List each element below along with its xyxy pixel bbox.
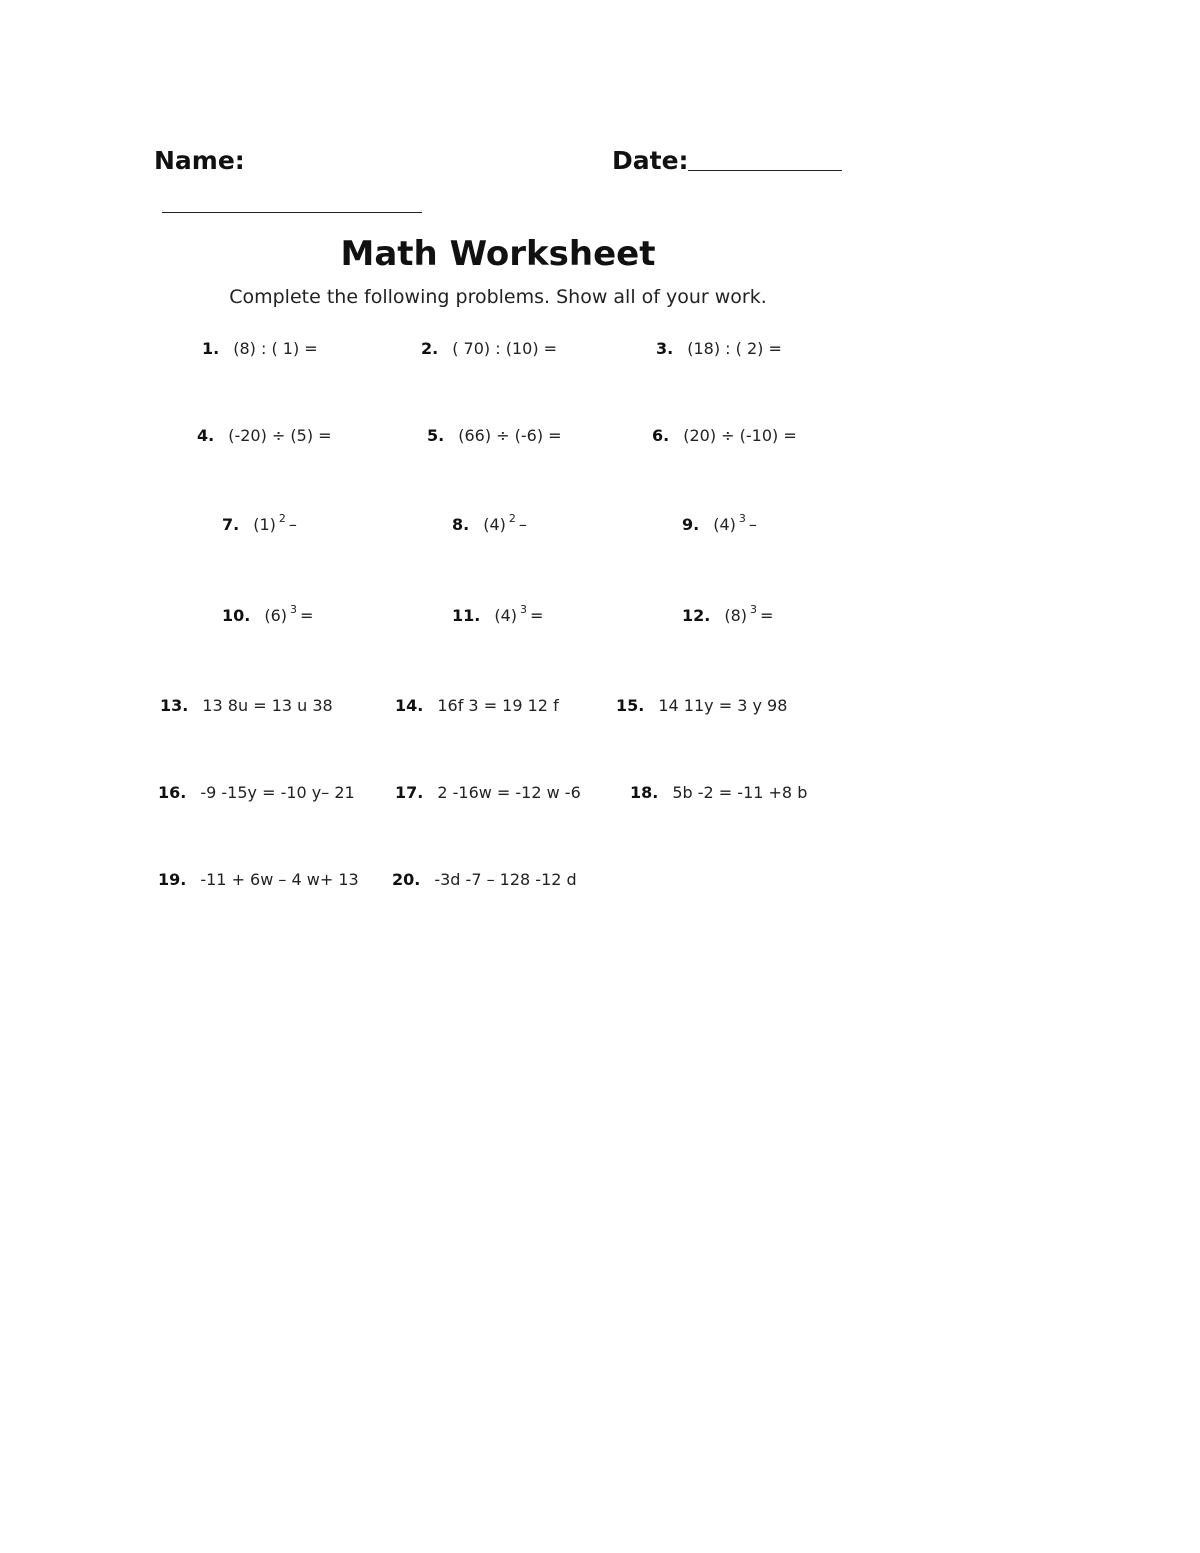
problem-expression: -3d -7 – 128 -12 d bbox=[434, 870, 577, 889]
problem-base: (4) bbox=[483, 515, 506, 534]
problem-number: 14. bbox=[395, 696, 424, 715]
problem-expression: (66) ÷ (-6) = bbox=[458, 426, 562, 445]
problem-18 bbox=[630, 783, 807, 802]
problem-number: 18. bbox=[630, 783, 659, 802]
problem-3 bbox=[656, 339, 782, 358]
problem-8 bbox=[452, 512, 527, 534]
problem-14 bbox=[395, 696, 559, 715]
problem-base: (8) bbox=[724, 606, 748, 625]
problem-tail: = bbox=[300, 606, 314, 625]
problem-17 bbox=[395, 783, 581, 802]
problem-number: 2. bbox=[421, 339, 439, 358]
problem-exponent: 3 bbox=[750, 603, 758, 616]
page-title: Math Worksheet bbox=[340, 234, 656, 274]
problem-exponent: 2 bbox=[508, 512, 516, 525]
problem-number: 6. bbox=[652, 426, 670, 445]
problem-exponent: 2 bbox=[278, 512, 286, 525]
problem-5 bbox=[427, 426, 562, 445]
problem-expression: 5b -2 = -11 +8 b bbox=[672, 783, 808, 802]
problem-exponent: 3 bbox=[738, 512, 746, 525]
problem-number: 17. bbox=[395, 783, 424, 802]
problem-16 bbox=[158, 783, 355, 802]
problem-number: 8. bbox=[452, 515, 470, 534]
problem-10 bbox=[222, 603, 314, 625]
problem-tail: – bbox=[748, 515, 757, 534]
problem-exponent: 3 bbox=[290, 603, 298, 616]
problem-tail: – bbox=[288, 515, 297, 534]
problem-19 bbox=[158, 870, 359, 889]
problem-expression: (20) ÷ (-10) = bbox=[683, 426, 797, 445]
problem-number: 11. bbox=[452, 606, 481, 625]
problem-exponent: 3 bbox=[520, 603, 528, 616]
problem-tail: = bbox=[530, 606, 544, 625]
problem-2 bbox=[421, 339, 557, 358]
problem-number: 9. bbox=[682, 515, 700, 534]
date-line[interactable] bbox=[688, 170, 842, 171]
problem-expression: -9 -15y = -10 y– 21 bbox=[200, 783, 355, 802]
problem-number: 1. bbox=[202, 339, 220, 358]
problem-4 bbox=[197, 426, 332, 445]
problem-number: 12. bbox=[682, 606, 711, 625]
problem-expression: (18) : ( 2) = bbox=[687, 339, 782, 358]
problem-number: 15. bbox=[616, 696, 645, 715]
problem-number: 3. bbox=[656, 339, 674, 358]
name-line[interactable] bbox=[162, 212, 422, 213]
instructions: Complete the following problems. Show all of your work. bbox=[229, 286, 767, 308]
problem-7 bbox=[222, 512, 297, 534]
problem-number: 19. bbox=[158, 870, 187, 889]
problem-6 bbox=[652, 426, 797, 445]
problem-20 bbox=[392, 870, 577, 889]
problem-number: 5. bbox=[427, 426, 445, 445]
problem-base: (4) bbox=[494, 606, 518, 625]
problem-15 bbox=[616, 696, 787, 715]
problem-tail: = bbox=[760, 606, 774, 625]
problem-expression: (-20) ÷ (5) = bbox=[228, 426, 332, 445]
date-label: Date: bbox=[612, 146, 689, 175]
problem-base: (4) bbox=[713, 515, 736, 534]
problem-expression: 14 11y = 3 y 98 bbox=[658, 696, 788, 715]
problem-expression: 2 -16w = -12 w -6 bbox=[437, 783, 581, 802]
problem-1 bbox=[202, 339, 318, 358]
problem-expression: ( 70) : (10) = bbox=[452, 339, 558, 358]
problem-12 bbox=[682, 603, 774, 625]
problem-tail: – bbox=[518, 515, 527, 534]
problem-9 bbox=[682, 512, 757, 534]
problem-base: (6) bbox=[264, 606, 288, 625]
problem-number: 4. bbox=[197, 426, 215, 445]
problem-expression: -11 + 6w – 4 w+ 13 bbox=[200, 870, 359, 889]
problem-number: 13. bbox=[160, 696, 189, 715]
problem-13 bbox=[160, 696, 333, 715]
problem-number: 20. bbox=[392, 870, 421, 889]
problem-number: 7. bbox=[222, 515, 240, 534]
problem-number: 16. bbox=[158, 783, 187, 802]
problem-base: (1) bbox=[253, 515, 276, 534]
problem-number: 10. bbox=[222, 606, 251, 625]
problem-expression: 13 8u = 13 u 38 bbox=[202, 696, 333, 715]
problem-expression: 16f 3 = 19 12 f bbox=[437, 696, 559, 715]
problem-11 bbox=[452, 603, 544, 625]
problem-expression: (8) : ( 1) = bbox=[233, 339, 318, 358]
name-label: Name: bbox=[154, 146, 245, 175]
